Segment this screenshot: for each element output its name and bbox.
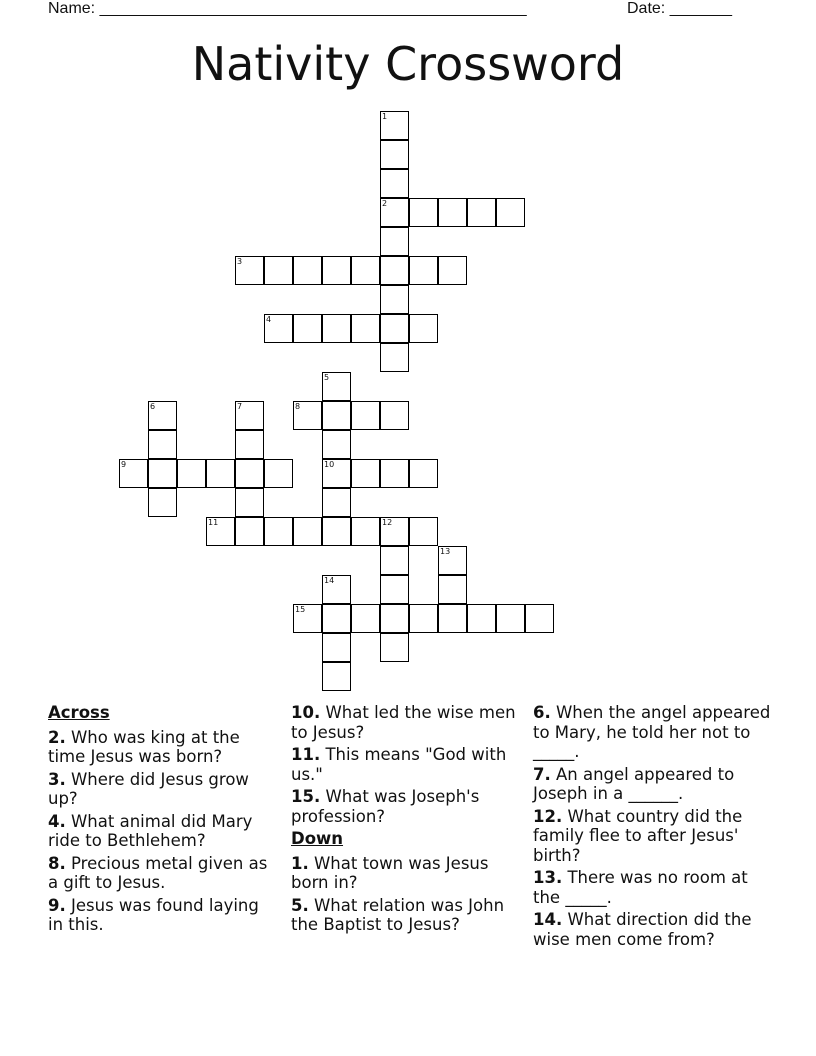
crossword-cell[interactable] (380, 459, 409, 488)
clue-number: 1 (382, 112, 388, 121)
clue-item (533, 868, 773, 907)
clue-number-label: 9. (48, 895, 66, 915)
crossword-cell[interactable] (351, 459, 380, 488)
clue-number-label: 14. (533, 910, 563, 929)
crossword-cell[interactable] (322, 575, 351, 604)
clue-number-label: 10. (291, 703, 321, 722)
crossword-cell[interactable] (467, 604, 496, 633)
clue-number-label: 3. (48, 769, 66, 789)
clue-number: 12 (382, 518, 393, 527)
clue-text: What relation was John the Baptist to Jesus? (291, 895, 505, 934)
clue-text: What was Joseph's profession? (291, 787, 480, 826)
clue-number-label: 6. (533, 703, 551, 722)
crossword-cell[interactable] (380, 198, 409, 227)
crossword-cell[interactable] (235, 430, 264, 459)
crossword-cell[interactable] (322, 604, 351, 633)
clue-text: What led the wise men to Jesus? (291, 703, 516, 742)
crossword-cell[interactable] (264, 256, 293, 285)
clue-number-label: 13. (533, 868, 563, 887)
clue-number: 8 (295, 402, 301, 411)
crossword-cell[interactable] (235, 517, 264, 546)
clue-number-label: 8. (48, 853, 66, 873)
crossword-cell[interactable] (438, 198, 467, 227)
down-heading: Down (291, 829, 344, 848)
crossword-cell[interactable] (438, 546, 467, 575)
crossword-cell[interactable] (148, 459, 177, 488)
across-heading: Across (48, 703, 110, 722)
crossword-cell[interactable] (438, 256, 467, 285)
crossword-cell[interactable] (380, 633, 409, 662)
crossword-cell[interactable] (206, 517, 235, 546)
crossword-cell[interactable] (322, 459, 351, 488)
crossword-cell[interactable] (467, 198, 496, 227)
clue-number-label: 11. (291, 745, 321, 764)
clue-number-label: 7. (533, 764, 551, 784)
crossword-cell[interactable] (351, 314, 380, 343)
date-field-label: Date: _______ (627, 0, 732, 17)
clue-number: 4 (266, 315, 272, 324)
crossword-cell[interactable] (409, 604, 438, 633)
clue-item (48, 896, 278, 935)
crossword-cell[interactable] (293, 517, 322, 546)
clue-text: Who was king at the time Jesus was born? (48, 727, 240, 766)
crossword-cell[interactable] (438, 604, 467, 633)
crossword-cell[interactable] (380, 343, 409, 372)
clue-item (48, 728, 278, 767)
clue-column-3 (533, 703, 773, 952)
crossword-cell[interactable] (177, 459, 206, 488)
crossword-cell[interactable] (525, 604, 554, 633)
crossword-cell[interactable] (351, 401, 380, 430)
crossword-cell[interactable] (409, 517, 438, 546)
crossword-cell[interactable] (380, 314, 409, 343)
crossword-cell[interactable] (380, 169, 409, 198)
crossword-cell[interactable] (380, 140, 409, 169)
page-title: Nativity Crossword (191, 37, 625, 91)
crossword-cell[interactable] (322, 372, 351, 401)
crossword-cell[interactable] (351, 517, 380, 546)
clue-number: 14 (324, 576, 335, 585)
clue-number: 5 (324, 373, 330, 382)
clue-number: 2 (382, 199, 388, 208)
crossword-cell[interactable] (264, 459, 293, 488)
clue-item (48, 854, 278, 893)
clue-number-label: 12. (533, 806, 563, 826)
clue-item (533, 703, 773, 762)
crossword-cell[interactable] (380, 111, 409, 140)
clue-text: This means "God with us." (291, 745, 507, 784)
crossword-cell[interactable] (409, 459, 438, 488)
clue-item (533, 910, 773, 949)
crossword-cell[interactable] (409, 198, 438, 227)
crossword-cell[interactable] (496, 604, 525, 633)
clue-text: Where did Jesus grow up? (48, 769, 249, 808)
clue-text: What town was Jesus born in? (291, 853, 489, 892)
crossword-cell[interactable] (206, 459, 235, 488)
crossword-cell[interactable] (235, 401, 264, 430)
crossword-cell[interactable] (380, 227, 409, 256)
crossword-cell[interactable] (351, 256, 380, 285)
crossword-cell[interactable] (496, 198, 525, 227)
crossword-cell[interactable] (235, 488, 264, 517)
crossword-cell[interactable] (148, 488, 177, 517)
clue-number-label: 1. (291, 853, 309, 873)
clue-number: 10 (324, 460, 335, 469)
clue-item (291, 854, 529, 893)
clue-number: 6 (150, 402, 156, 411)
clue-number-label: 2. (48, 727, 66, 747)
crossword-cell[interactable] (380, 256, 409, 285)
clue-number: 13 (440, 547, 451, 556)
clue-number-label: 4. (48, 811, 66, 831)
crossword-cell[interactable] (380, 401, 409, 430)
clue-number: 15 (295, 605, 306, 614)
crossword-cell[interactable] (380, 575, 409, 604)
crossword-cell[interactable] (438, 575, 467, 604)
clue-item (48, 812, 278, 851)
clue-item (291, 896, 529, 935)
clue-item (533, 765, 773, 804)
clue-text: Jesus was found laying in this. (48, 895, 259, 934)
clue-number: 7 (237, 402, 243, 411)
crossword-cell[interactable] (322, 256, 351, 285)
clue-column-1 (48, 703, 278, 938)
crossword-cell[interactable] (322, 633, 351, 662)
clue-item (533, 807, 773, 866)
clue-number: 11 (208, 518, 219, 527)
crossword-cell[interactable] (380, 517, 409, 546)
crossword-cell[interactable] (293, 401, 322, 430)
clue-text: When the angel appeared to Mary, he told her not to _____. (533, 703, 771, 761)
crossword-cell[interactable] (409, 314, 438, 343)
crossword-cell[interactable] (235, 256, 264, 285)
clue-text: What direction did the wise men come from? (533, 910, 752, 949)
name-field-label: Name: ________________________________________________ (48, 0, 527, 17)
clue-item (291, 787, 529, 826)
clue-text: What country did the family flee to after Jesus' birth? (533, 806, 743, 865)
clue-number-label: 5. (291, 895, 309, 915)
clue-item (291, 703, 529, 742)
crossword-cell[interactable] (409, 256, 438, 285)
crossword-cell[interactable] (293, 314, 322, 343)
clue-item (48, 770, 278, 809)
crossword-cell[interactable] (322, 314, 351, 343)
crossword-cell[interactable] (322, 430, 351, 459)
crossword-cell[interactable] (264, 314, 293, 343)
clue-column-2 (291, 703, 529, 938)
crossword-cell[interactable] (293, 256, 322, 285)
crossword-cell[interactable] (322, 488, 351, 517)
crossword-cell[interactable] (380, 285, 409, 314)
crossword-cell[interactable] (264, 517, 293, 546)
clue-number-label: 15. (291, 787, 321, 806)
crossword-cell[interactable] (119, 459, 148, 488)
crossword-cell[interactable] (322, 517, 351, 546)
clue-text: An angel appeared to Joseph in a ______. (533, 764, 735, 803)
crossword-cell[interactable] (322, 662, 351, 691)
crossword-cell[interactable] (322, 401, 351, 430)
clue-number: 9 (121, 460, 127, 469)
clue-text: Precious metal given as a gift to Jesus. (48, 853, 268, 892)
crossword-cell[interactable] (148, 430, 177, 459)
clue-item (291, 745, 529, 784)
clue-text: There was no room at the _____. (533, 868, 748, 907)
clue-text: What animal did Mary ride to Bethlehem? (48, 811, 253, 850)
clue-number: 3 (237, 257, 243, 266)
crossword-cell[interactable] (380, 604, 409, 633)
crossword-cell[interactable] (293, 604, 322, 633)
crossword-cell[interactable] (235, 459, 264, 488)
crossword-cell[interactable] (351, 604, 380, 633)
crossword-cell[interactable] (148, 401, 177, 430)
crossword-cell[interactable] (380, 546, 409, 575)
